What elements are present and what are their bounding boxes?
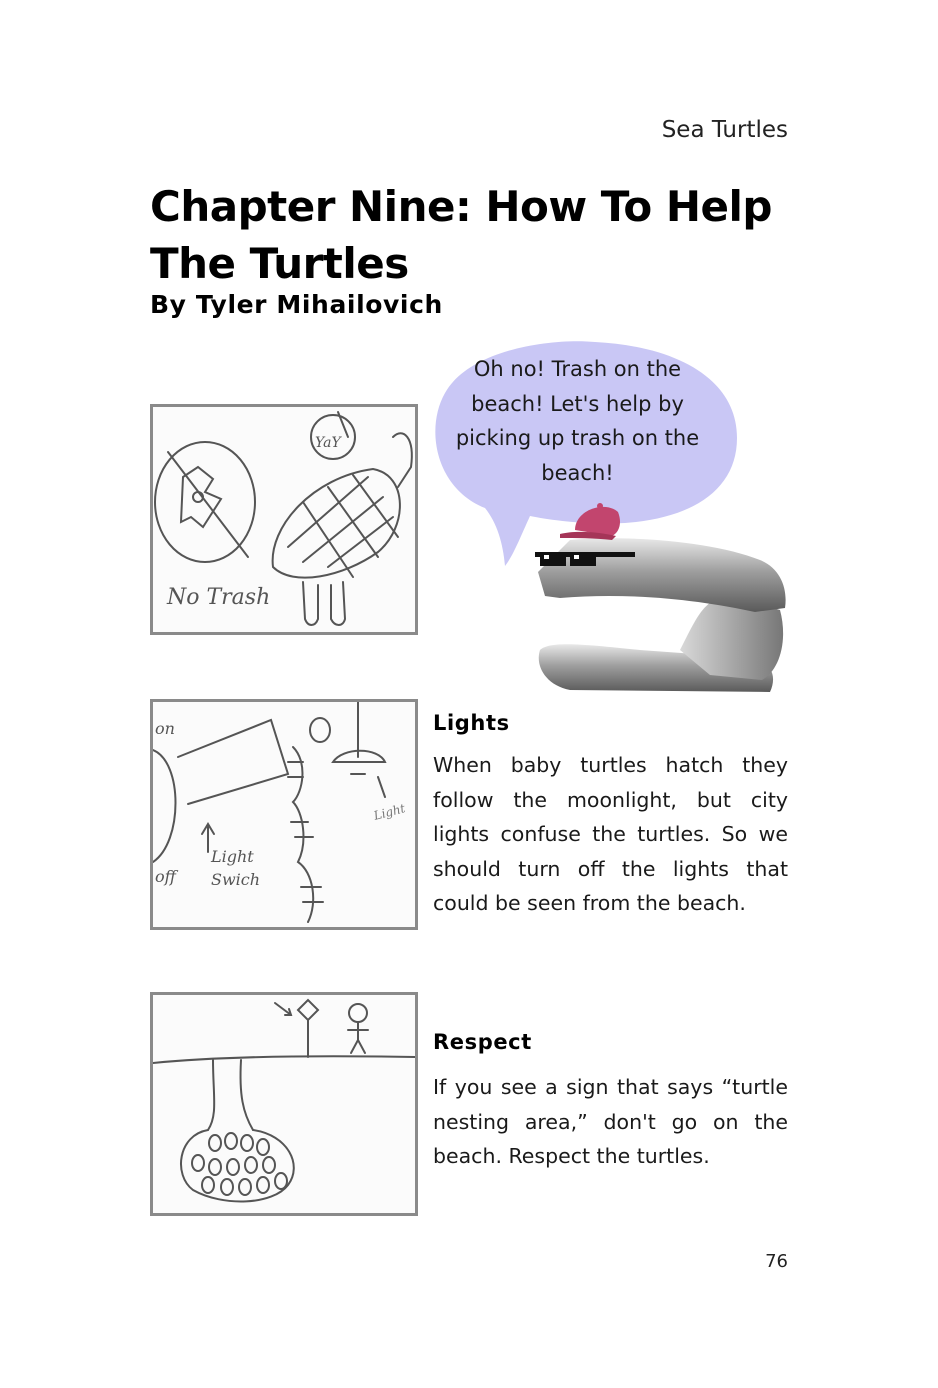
no-trash-drawing — [150, 404, 418, 635]
page-number: 76 — [765, 1251, 788, 1272]
drawing-label-off: off — [155, 867, 176, 886]
running-header: Sea Turtles — [661, 117, 788, 143]
drawing-label-no-trash: No Trash — [167, 585, 271, 610]
section-body-lights: When baby turtles hatch they follow the moonlight, but city lights confuse the turtles. So we should turn off the lights that could be seen from the beach. — [433, 753, 788, 915]
drawing-label-yay: YaY — [315, 435, 341, 451]
light-switch-drawing — [150, 699, 418, 930]
chapter-title: Chapter Nine: How To Help The Turtles — [150, 182, 772, 288]
drawing-label-light-beam: Light — [372, 801, 407, 823]
drawing-label-light: Light — [211, 847, 254, 866]
section-heading-lights: Lights — [433, 711, 510, 735]
section-body-respect: If you see a sign that says “turtle nesting area,” don't go on the beach. Respect the turtles. — [433, 1075, 788, 1168]
turtle-nest-drawing — [150, 992, 418, 1216]
drawing-label-swich: Swich — [211, 870, 261, 889]
author-byline: By Tyler Mihailovich — [150, 290, 443, 319]
speech-bubble-text: Oh no! Trash on the beach! Let's help by picking up trash on the beach! — [455, 357, 700, 485]
stapler-character-image — [530, 500, 792, 700]
section-heading-respect: Respect — [433, 1030, 532, 1054]
drawing-label-on: on — [155, 719, 175, 738]
